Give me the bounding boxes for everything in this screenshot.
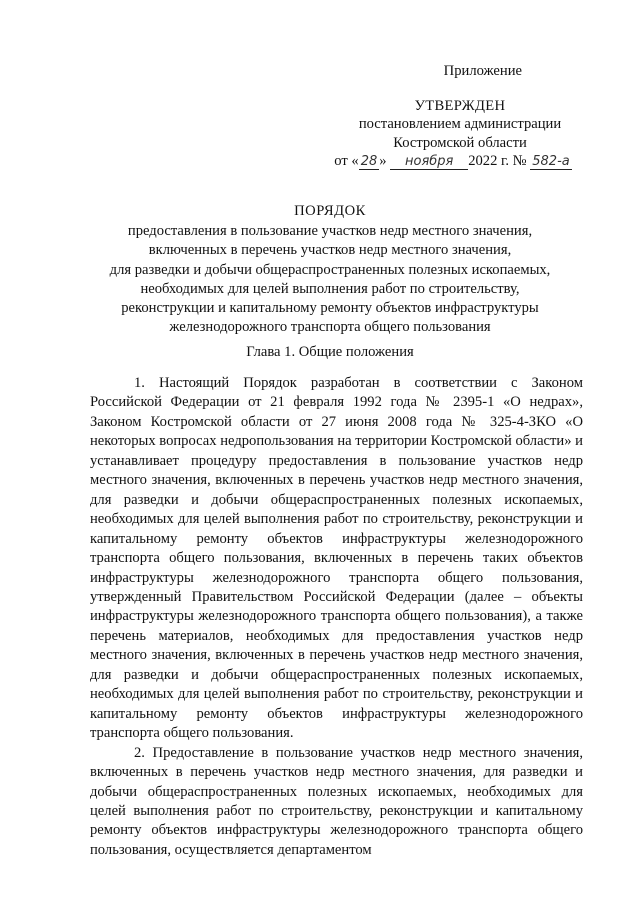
date-month: ноября [390, 154, 468, 170]
title-line: необходимых для целей выполнения работ по строительству, [140, 280, 520, 297]
document-number: 582-а [532, 154, 570, 169]
paragraph-1: 1. Настоящий Порядок разработан в соответствии с Законом Российской Федерации от 21 февраля 1992 года № 2395-1 «О недрах», Законом Костромской области от 27 июня 2008 года № 325-4-ЗКО «О некоторых вопросах недропользования на территории Костромской области» и устанавливает процедуру предоставления в пользование участков недр местного значения, включенных в перечень участков недр местного значения, для разведки и добычи общераспространенных полезных ископаемых, необходимых для целей выполнения работ по строительству, реконструкции и капитальному ремонту объектов инфраструктуры железнодорожного транспорта общего пользования, включенных в перечень таких объектов инфраструктуры железнодорожного транспорта общего пользования, утвержденный Правительством Российской Федерации (далее – объекты инфраструктуры железнодорожного транспорта общего пользования), а также перечень материалов, необходимых для предоставления участков недр местного значения, включенных в перечень участков недр местного значения, для разведки и добычи общераспространенных полезных ископаемых, необходимых для целей выполнения работ по строительству, реконструкции и капитальному ремонту объектов инфраструктуры железнодорожного транспорта общего пользования. [90, 375, 583, 742]
title-line: включенных в перечень участков недр местного значения, [148, 242, 512, 259]
title-line: предоставления в пользование участков недр местного значения, [127, 223, 533, 240]
date-quote-close: » [379, 153, 387, 169]
approved-by-line-2: Костромской области [393, 134, 527, 151]
appendix-label: Приложение [443, 63, 522, 79]
approval-date-line [326, 152, 580, 171]
title-line: реконструкции и капитальному ремонту объектов инфраструктуры [121, 300, 539, 317]
title-line: для разведки и добычи общераспространенных полезных ископаемых, [109, 261, 551, 278]
title-main: ПОРЯДОК [294, 203, 366, 219]
approved-by-line-1: постановлением администрации [358, 116, 562, 132]
title-line: железнодорожного транспорта общего пользования [169, 319, 491, 336]
approved-label: УТВЕРЖДЕН [414, 97, 506, 114]
chapter-heading: Глава 1. Общие положения [246, 344, 414, 360]
date-prefix: от « [334, 153, 359, 169]
date-year-number: 2022 г. № [468, 153, 527, 169]
approval-block [334, 62, 580, 171]
document-title [80, 202, 580, 337]
paragraph-2: 2. Предоставление в пользование участков недр местного значения, включенных в перечень участков недр местного значения, для разведки и добычи общераспространенных полезных ископаемых, необходимых для целей выполнения работ по строительству, реконструкции и капитальному ремонту объектов инфраструктуры железнодорожного транспорта общего пользования, осуществляется департаментом [90, 744, 583, 858]
date-day: 28 [360, 154, 378, 169]
document-body [90, 374, 583, 860]
